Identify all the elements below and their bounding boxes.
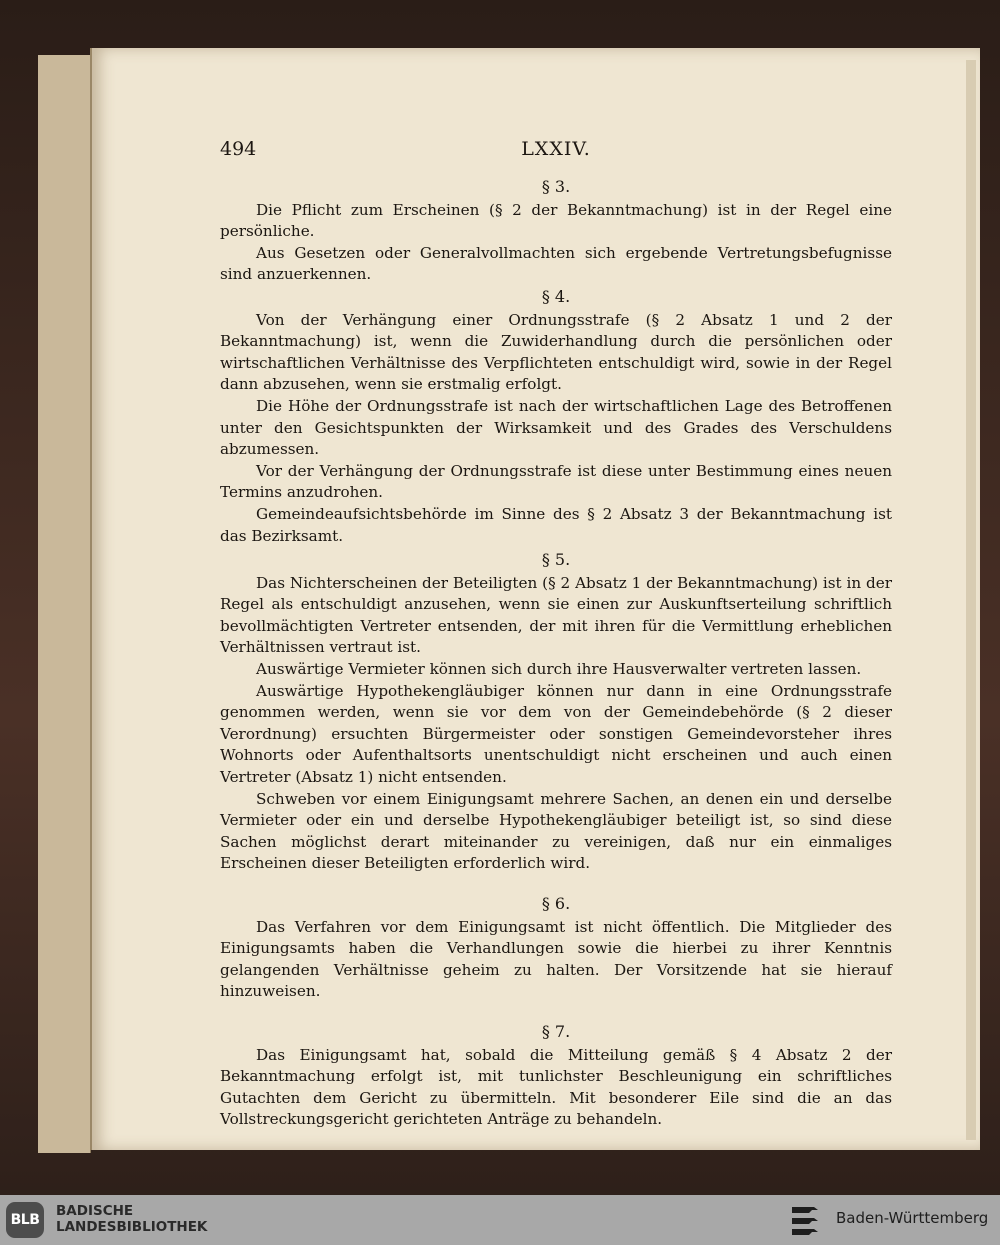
library-name[interactable] (56, 1203, 207, 1235)
paragraph: Aus Gesetzen oder Generalvollmachten sich ergebende Vertretungsbefugnisse sind anzuerkennen. (220, 243, 892, 284)
running-title: LXXIV. (521, 138, 591, 160)
body-text (220, 176, 892, 1131)
paragraph: Die Pflicht zum Erscheinen (§ 2 der Bekanntmachung) ist in der Regel eine persönliche. (220, 200, 892, 241)
paragraph: Von der Verhängung einer Ordnungsstrafe (§ 2 Absatz 1 und 2 der Bekanntmachung) ist, wenn die Zuwiderhandlung durch die persönlichen oder wirtschaftlichen Verhältnisse des Verpflichteten entschuldigt wird, sowie in der Regel dann abzusehen, wenn sie erstmalig erfolgt. (220, 310, 892, 394)
section-heading: § 7. (541, 1021, 571, 1041)
section-heading: § 6. (541, 894, 571, 913)
paragraph: Vor der Verhängung der Ordnungsstrafe ist diese unter Bestimmung eines neuen Termins anzudrohen. (220, 461, 892, 502)
paragraph: Das Einigungsamt hat, sobald die Mitteilung gemäß § 4 Absatz 2 der Bekanntmachung erfolgt ist, mit tunlichster Beschleunigung ein schriftliches Gutachten dem Gericht zu übermitteln. Mit besonderer Eile sind die an das Vollstreckungsgericht gerichteten Anträge zu behandeln. (220, 1045, 892, 1129)
paragraph: Auswärtige Vermieter können sich durch ihre Hausverwalter vertreten lassen. (256, 660, 862, 679)
section-heading: § 3. (541, 177, 571, 196)
paragraph: Die Höhe der Ordnungsstrafe ist nach der wirtschaftlichen Lage des Betroffenen unter den Gesichtspunkten der Wirksamkeit und des Grades des Verschuldens abzumessen. (220, 396, 892, 459)
paragraph: Gemeindeaufsichtsbehörde im Sinne des § 2 Absatz 3 der Bekanntmachung ist das Bezirksamt. (220, 504, 892, 545)
library-name-line1: BADISCHE (56, 1203, 134, 1219)
running-head (220, 138, 892, 162)
paragraph: Das Verfahren vor dem Einigungsamt ist nicht öffentlich. Die Mitglieder des Einigungsamts haben die Verhandlungen sowie die hierbei zu ihrer Kenntnis gelangenden Verhältnisse geheim zu halten. Der Vorsitzende hat sie hierauf hinzuweisen. (220, 917, 892, 1001)
paragraph: Das Nichterscheinen der Beteiligten (§ 2 Absatz 1 der Bekanntmachung) ist in der Regel als entschuldigt anzusehen, wenn sie einen zur Auskunftserteilung schriftlich bevollmächtigten Vertreter entsenden, der mit ihren für die Vermittlung erheblichen Verhältnissen vertraut ist. (220, 573, 892, 657)
section-heading: § 4. (541, 286, 571, 306)
footer-bar (0, 1195, 1000, 1245)
library-logo-icon[interactable]: BLB (6, 1202, 44, 1238)
page-right-edge (966, 60, 976, 1140)
state-lions-icon[interactable] (788, 1201, 826, 1239)
section-heading: § 5. (541, 550, 571, 570)
state-label[interactable]: Baden-Württemberg (836, 1209, 989, 1227)
page-number: 494 (220, 138, 257, 160)
library-name-line2: LANDESBIBLIOTHEK (56, 1219, 208, 1235)
paragraph: Schweben vor einem Einigungsamt mehrere Sachen, an denen ein und derselbe Vermieter oder ein und derselbe Hypothekengläubiger beteiligt ist, so sind diese Sachen möglichst derart miteinander zu vereinigen, daß nur ein einmaliges Erscheinen dieser Beteiligten erforderlich wird. (220, 789, 892, 873)
paragraph: Auswärtige Hypothekengläubiger können nur dann in eine Ordnungsstrafe genommen werden, wenn sie vor dem von der Gemeindebehörde (§ 2 dieser Verordnung) ersuchten Bürgermeister oder sonstigen Gemeindevorsteher ihres Wohnorts oder Aufenthaltsorts unentschuldigt nicht erscheinen und auch einen Vertreter (Absatz 1) nicht entsenden. (220, 681, 892, 787)
